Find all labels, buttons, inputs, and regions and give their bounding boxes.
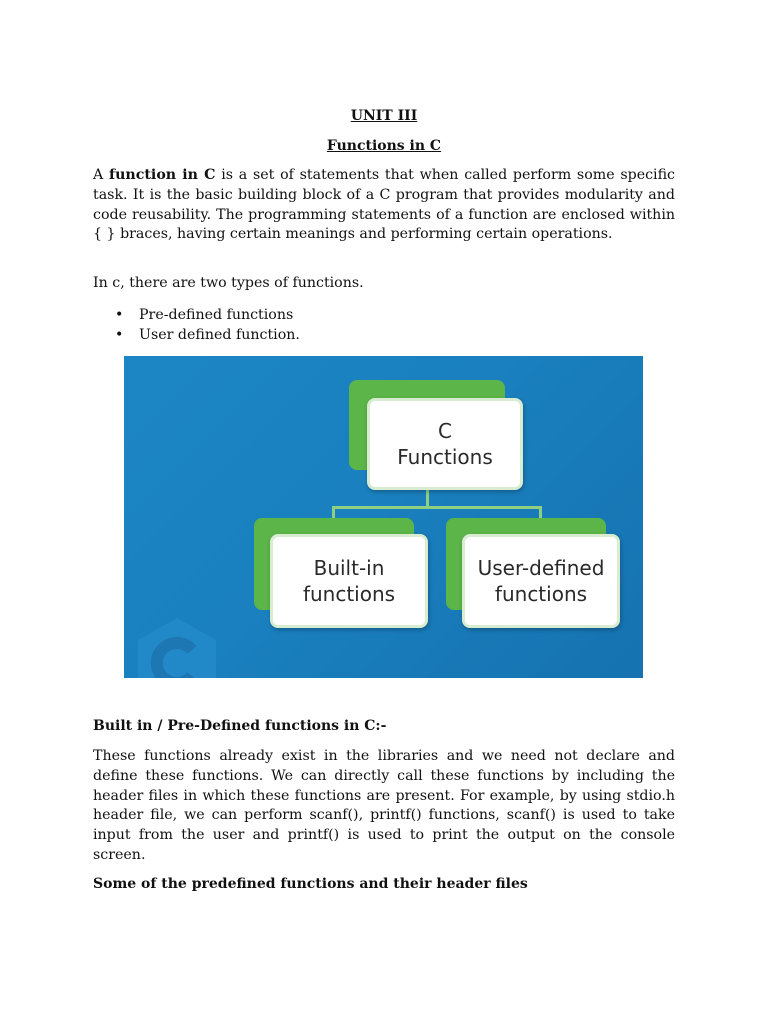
child-node-user-defined [446,518,624,630]
builtin-paragraph: These functions already exist in the libraries and we need not declare and define these functions. We can directly call these functions by including the header files in which these functions are present. For example, by using stdio.h header file, we can perform scanf(), printf() functions, scanf() is used to take input from the user and printf() is used to print the output on the console screen. [93,748,675,863]
intro-lead: A [93,167,109,183]
types-list [93,305,675,345]
predefined-heading: Some of the predefined functions and their header files [93,876,528,892]
list-item: • User defined function. [93,325,675,345]
child-node-builtin [254,518,432,630]
builtin-heading: Built in / Pre-Defined functions in C:- [93,718,387,734]
types-intro: In c, there are two types of functions. [93,275,364,291]
intro-paragraph [93,166,675,245]
functions-diagram [124,356,643,678]
list-item: • Pre-defined functions [93,305,675,325]
intro-bold-term: function in C [109,167,216,183]
connector-horizontal [332,506,542,509]
c-language-logo-icon [132,614,222,678]
root-node-label: C Functions [367,398,523,490]
section-title: Functions in C [326,138,442,154]
child-node-user-defined-label: User-defined functions [462,534,620,628]
child-node-builtin-label: Built-in functions [270,534,428,628]
intro-rest: is a set of statements that when called perform some specific task. It is the basic building block of a C program that provides modularity and code reusability. The programming statements of a function are enclosed within { } braces, having certain meanings and performing certain operations. [93,167,675,243]
root-node [349,380,525,492]
unit-title: UNIT III [350,108,418,124]
